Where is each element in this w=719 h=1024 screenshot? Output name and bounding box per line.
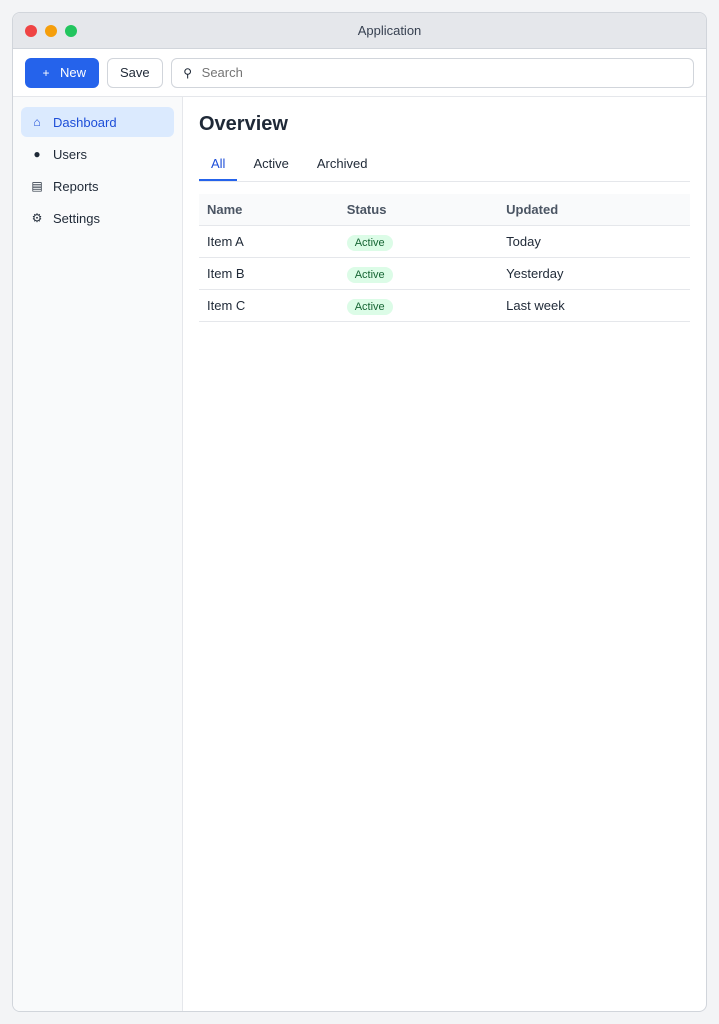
sidebar-item-reports[interactable]	[21, 171, 174, 201]
close-window-button[interactable]	[25, 25, 37, 37]
status-badge: Active	[347, 267, 393, 283]
sidebar	[13, 97, 183, 1011]
maximize-window-button[interactable]	[65, 25, 77, 37]
column-header[interactable]: Updated	[498, 194, 690, 226]
save-button-label: Save	[120, 65, 150, 80]
sidebar-item-label: Reports	[53, 178, 99, 194]
app-window	[12, 12, 707, 1012]
table-row[interactable]	[199, 258, 690, 290]
table-row[interactable]	[199, 226, 690, 258]
page-title: Overview	[199, 113, 288, 135]
search-box	[171, 58, 694, 88]
sidebar-item-label: Users	[53, 146, 87, 162]
column-header[interactable]: Status	[339, 194, 498, 226]
new-button-label: New	[60, 65, 87, 80]
gear-icon: ⚙	[31, 211, 43, 225]
minimize-window-button[interactable]	[45, 25, 57, 37]
sidebar-item-settings[interactable]	[21, 203, 174, 233]
status-badge: Active	[347, 235, 393, 251]
cell-updated: Yesterday	[498, 258, 690, 290]
sidebar-item-label: Dashboard	[53, 114, 117, 130]
chart-icon: ▤	[31, 179, 43, 193]
search-icon: ⚲	[183, 65, 193, 80]
sidebar-item-dashboard[interactable]	[21, 107, 174, 137]
tab-active[interactable]: Active	[253, 156, 289, 171]
tab-all[interactable]: All	[199, 148, 237, 181]
main-panel	[183, 97, 706, 1011]
cell-name: Item B	[199, 258, 339, 290]
new-button[interactable]	[25, 58, 99, 88]
plus-icon: +	[42, 65, 50, 80]
home-icon: ⌂	[33, 115, 41, 129]
title-bar	[13, 13, 706, 49]
sidebar-item-users[interactable]	[21, 139, 174, 169]
content-area	[13, 97, 706, 1011]
window-title: Application	[357, 23, 422, 38]
cell-name: Item A	[199, 226, 339, 258]
table-header-row	[199, 194, 690, 226]
save-button[interactable]	[107, 58, 163, 88]
cell-updated: Last week	[498, 290, 690, 322]
status-badge: Active	[347, 299, 393, 315]
sidebar-item-label: Settings	[53, 210, 100, 226]
table-row[interactable]	[199, 290, 690, 322]
cell-name: Item C	[199, 290, 339, 322]
tab-bar	[199, 148, 690, 182]
column-header[interactable]: Name	[199, 194, 339, 226]
tab-archived[interactable]: Archived	[316, 156, 368, 171]
toolbar	[13, 49, 706, 97]
search-input[interactable]	[202, 65, 685, 80]
cell-updated: Today	[498, 226, 690, 258]
data-table	[199, 194, 690, 322]
user-icon: ●	[33, 147, 41, 161]
